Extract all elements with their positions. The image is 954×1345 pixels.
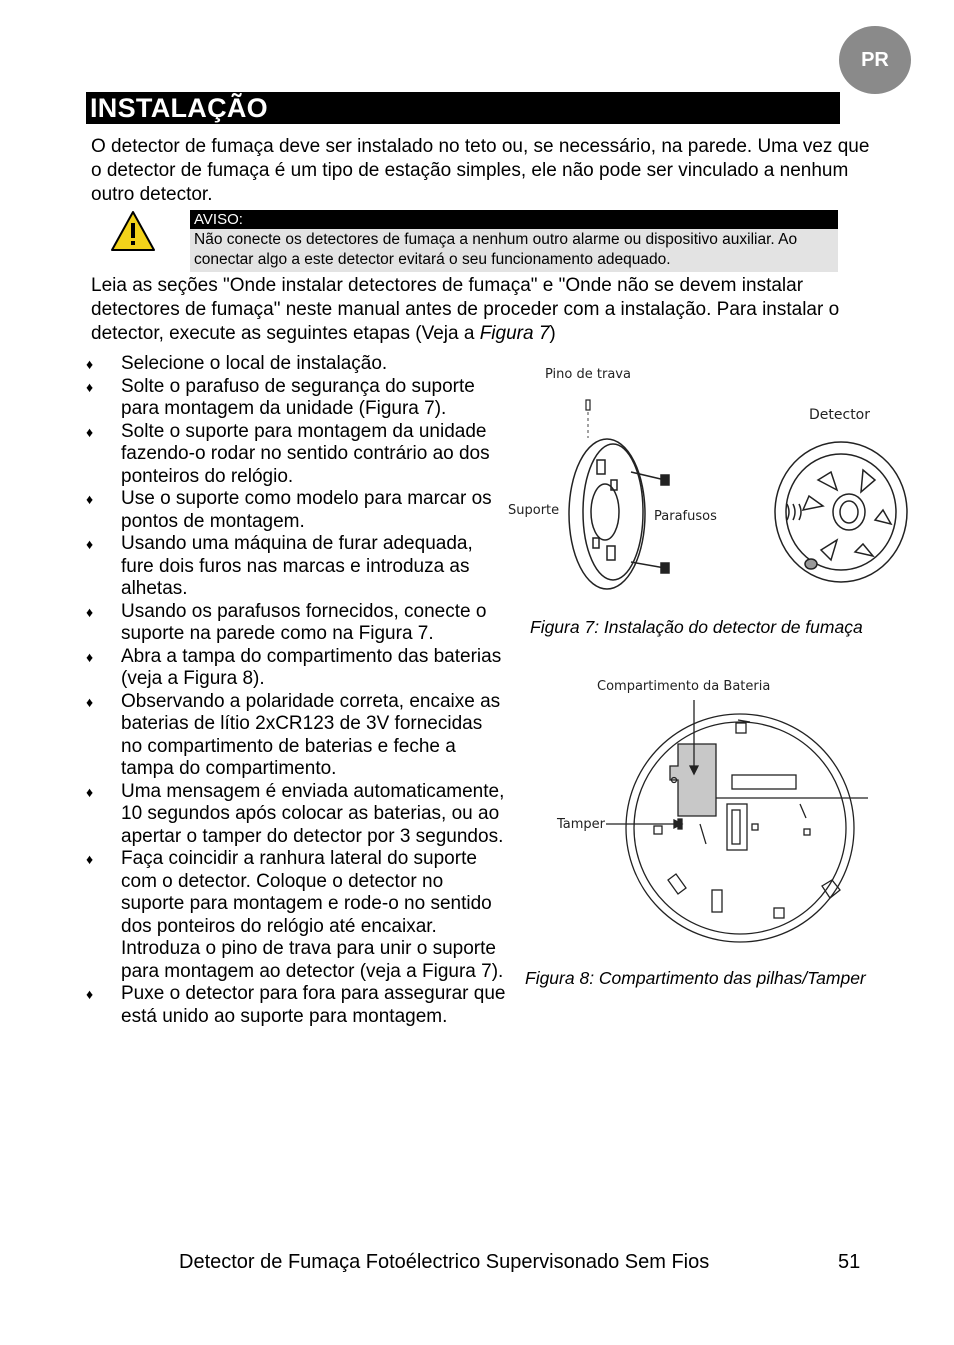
- bullet: ♦: [86, 603, 94, 620]
- pin-label: Pino de trava: [545, 367, 631, 382]
- warning-box: [190, 210, 838, 272]
- intro-paragraph: O detector de fumaça deve ser instalado no teto ou, se necessário, na parede. Uma vez que o detector de fumaça é um tipo de estação simples, ele não pode ser vinculado a nenhum outro detector.: [91, 136, 870, 205]
- bullet: ♦: [86, 536, 94, 552]
- bullet: ♦: [86, 851, 94, 867]
- step-text: Abra a tampa do compartimento das baterias (veja a Figura 8).: [121, 645, 502, 689]
- list-item: [86, 646, 506, 691]
- mounting-bracket-icon: [569, 439, 645, 589]
- bullet: ♦: [86, 783, 94, 800]
- warning-icon: [110, 210, 156, 252]
- section-title: INSTALAÇÃO: [86, 92, 840, 124]
- footer-title: Detector de Fumaça Fotoélectrico Supervisonado Sem Fios: [179, 1251, 710, 1273]
- step-text: Faça coincidir a ranhura lateral do suporte com o detector. Coloque o detector no suporte para montagem e rode-o no sentido dos ponteiros do relógio até encaixar.: [121, 848, 492, 937]
- page-number: 51: [838, 1251, 861, 1273]
- list-item: [86, 601, 506, 646]
- installation-steps: [86, 353, 506, 1028]
- step-text: Use o suporte como modelo para marcar os pontos de montagem.: [121, 488, 492, 532]
- list-item: [86, 983, 506, 1028]
- warning-text: Não conecte os detectores de fumaça a nenhum outro alarme ou dispositivo auxiliar. Ao conectar algo a este detector evitará o seu funcionamento adequado.: [190, 229, 838, 272]
- figure-8-illustration: [550, 676, 880, 948]
- step-extra-text: Introduza o pino de trava para unir o suporte para montagem ao detector (veja a Figura 7).: [121, 938, 504, 982]
- detector-icon: [775, 442, 907, 582]
- screws-label: Parafusos: [654, 509, 717, 524]
- tamper-label: Tamper: [557, 817, 606, 832]
- list-item: [86, 353, 506, 376]
- support-label: Suporte: [508, 503, 560, 518]
- bullet: ♦: [86, 491, 94, 507]
- bullet: ♦: [86, 648, 94, 665]
- bullet: ♦: [86, 423, 94, 440]
- bullet: ♦: [86, 986, 94, 1002]
- step-text: Usando uma máquina de furar adequada, fure dois furos nas marcas e introduza as alhetas.: [121, 533, 473, 599]
- step-text: Usando os parafusos fornecidos, conecte o suporte na parede como na Figura 7.: [121, 600, 487, 644]
- step-text: Selecione o local de instalação.: [121, 353, 388, 374]
- read-sections-paragraph: [91, 274, 881, 346]
- read-sections-text: Leia as seções "Onde instalar detectores de fumaça" e "Onde não se devem instalar detectores de fumaça" neste manual antes de proceder com a instalação. Para instalar o detector, execute as seguintes etapas (Veja a: [91, 275, 840, 344]
- list-item: [86, 533, 506, 601]
- bullet: ♦: [86, 378, 94, 395]
- bullet: ♦: [86, 356, 94, 372]
- language-badge: PR: [839, 26, 911, 94]
- step-text: Solte o parafuso de segurança do suporte para montagem da unidade (Figura 7).: [121, 375, 475, 419]
- figure-8-caption: Figura 8: Compartimento das pilhas/Tamper: [525, 968, 866, 988]
- bullet: ♦: [86, 693, 94, 710]
- warning-label: AVISO:: [190, 210, 838, 229]
- list-item: [86, 488, 506, 533]
- list-item: [86, 781, 506, 849]
- figure-7-caption: Figura 7: Instalação do detector de fumaça: [530, 617, 863, 637]
- detector-label: Detector: [809, 407, 871, 423]
- figure-reference: Figura 7: [479, 323, 550, 344]
- battery-diagram-icon: [606, 700, 868, 942]
- step-text: Observando a polaridade correta, encaixe as baterias de lítio 2xCR123 de 3V fornecidas no compartimento de baterias e feche a tampa do compartimento.: [121, 690, 501, 779]
- figure-7-illustration: [503, 360, 923, 600]
- list-item: [86, 421, 506, 489]
- step-text: Puxe o detector para fora para assegurar que está unido ao suporte para montagem.: [121, 983, 506, 1027]
- locking-pin-icon: [586, 400, 590, 438]
- list-item: [86, 848, 506, 983]
- step-text: Solte o suporte para montagem da unidade fazendo-o rodar no sentido contrário ao dos ponteiros do relógio.: [121, 420, 490, 487]
- list-item: [86, 691, 506, 781]
- read-sections-close: ): [549, 323, 556, 344]
- step-text: Uma mensagem é enviada automaticamente, 10 segundos após colocar as baterias, ou ao apertar o tamper do detector por 3 segundos.: [121, 780, 505, 847]
- battery-compartment-label: Compartimento da Bateria: [597, 679, 771, 694]
- list-item: [86, 376, 506, 421]
